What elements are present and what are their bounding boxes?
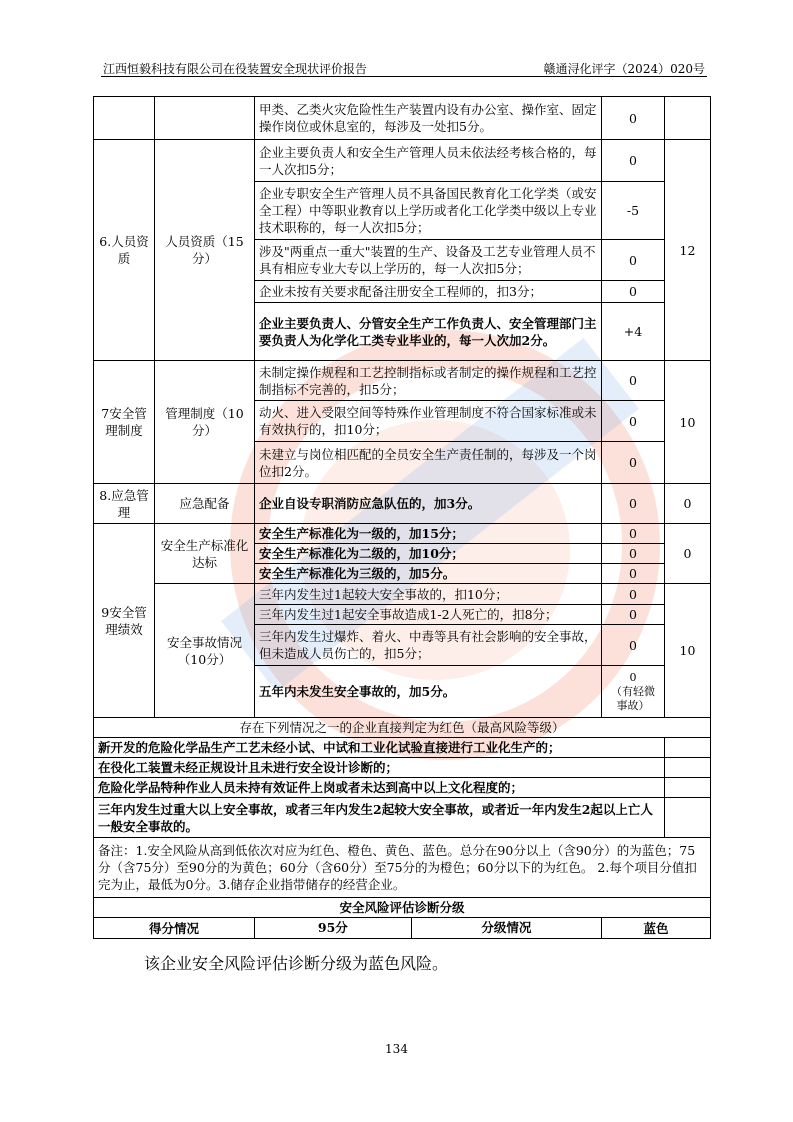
item-cell: 安全事故情况（10分） [155, 584, 255, 718]
criteria-cell: 企业未按有关要求配备注册安全工程师的，扣3分； [255, 281, 602, 303]
total-cell: 10 [665, 584, 711, 718]
score-note: （有轻微事故） [611, 684, 655, 712]
conclusion-text: 该企业安全风险评估诊断分级为蓝色风险。 [144, 954, 449, 973]
score-cell: 0 [602, 605, 665, 625]
score-cell [602, 666, 665, 718]
total-cell: 12 [665, 140, 711, 361]
total-cell: 10 [665, 361, 711, 484]
criteria-cell: 三年内发生过1起安全事故造成1-2人死亡的，扣8分； [255, 605, 602, 625]
header-title: 江西恒毅科技有限公司在役装置安全现状评价报告 [103, 62, 368, 76]
score-cell: 0 [602, 240, 665, 281]
criteria-cell: 三年内发生过爆炸、着火、中毒等具有社会影响的安全事故，但未造成人员伤亡的，扣5分； [255, 625, 602, 666]
grade-label: 分级情况 [481, 920, 532, 935]
score-cell: 0 [602, 97, 665, 140]
table-row [94, 584, 711, 605]
red-level-mark [665, 778, 711, 798]
red-level-mark [665, 758, 711, 778]
header-doc-number: 赣通浔化评字（2024）020号 [543, 62, 705, 76]
criteria-cell: 甲类、乙类火灾危险性生产装置内设有办公室、操作室、固定操作岗位或休息室的，每涉及一处扣5分。 [255, 97, 602, 140]
score-cell: 0 [602, 401, 665, 442]
criteria-cell: 安全生产标准化为一级的，加15分； [255, 524, 602, 544]
criteria-cell: 企业专职安全生产管理人员不具备国民教育化工化学类（或安全工程）中等职业教育以上学历或者化工化学类中级以上专业技术职称的，每一人次扣5分； [255, 182, 602, 240]
red-level-item: 三年内发生过重大以上安全事故，或者三年内发生2起较大安全事故，或者近一年内发生2起以上亡人一般安全事故的。 [94, 798, 665, 838]
score-cell: 0 [602, 524, 665, 544]
table-row [94, 798, 711, 838]
score-value: 0 [629, 670, 637, 684]
score-cell: 0 [602, 625, 665, 666]
item-cell: 安全生产标准化达标 [155, 524, 255, 584]
item-cell: 管理制度（10分） [155, 361, 255, 484]
table-row [94, 758, 711, 778]
table-row [94, 778, 711, 798]
score-cell: 0 [602, 484, 665, 524]
table-row [94, 361, 711, 401]
section-name-cell: 6.人员资质 [94, 140, 155, 361]
score-cell: 0 [602, 584, 665, 605]
score-cell: -5 [602, 182, 665, 240]
score-cell: 0 [602, 564, 665, 584]
summary-title: 安全风险评估诊断分级 [94, 898, 711, 918]
criteria-cell: 安全生产标准化为二级的，加10分； [255, 544, 602, 564]
red-level-mark [665, 738, 711, 758]
criteria-cell: 三年内发生过1起较大安全事故的，扣10分； [255, 584, 602, 605]
evaluation-table [93, 96, 711, 939]
score-grade-row [255, 918, 601, 938]
red-level-item: 在役化工装置未经正规设计且未进行安全设计诊断的； [94, 758, 665, 778]
table-row [94, 524, 711, 544]
criteria-cell: 动火、进入受限空间等特殊作业管理制度不符合国家标准或未有效执行的，扣10分； [255, 401, 602, 442]
score-grade-cell [255, 918, 602, 939]
section-name-cell: 8.应急管理 [94, 484, 155, 524]
score-value: 95分 [255, 918, 412, 938]
section-name-cell: 9安全管理绩效 [94, 524, 155, 718]
criteria-cell: 未建立与岗位相匹配的全员安全生产责任制的，每涉及一个岗位扣2分。 [255, 442, 602, 484]
table-row [94, 718, 711, 738]
table-row [94, 898, 711, 918]
total-cell: 0 [665, 484, 711, 524]
criteria-cell: 五年内未发生安全事故的，加5分。 [255, 666, 602, 718]
score-cell: 0 [602, 281, 665, 303]
criteria-cell: 涉及"两重点一重大"装置的生产、设备及工艺专业管理人员不具有相应专业大专以上学历的，每一人次扣5分； [255, 240, 602, 281]
table-row [94, 140, 711, 182]
grade-value: 蓝色 [602, 918, 711, 939]
section-name-cell: 7安全管理制度 [94, 361, 155, 484]
item-cell: 应急配备 [155, 484, 255, 524]
table-row [94, 738, 711, 758]
criteria-cell: 安全生产标准化为三级的，加5分。 [255, 564, 602, 584]
red-level-item: 危险化学品特种作业人员未持有效证件上岗或者未达到高中以上文化程度的； [94, 778, 665, 798]
score-label: 得分情况 [94, 918, 255, 939]
criteria-cell: 未制定操作规程和工艺控制指标或者制定的操作规程和工艺控制指标不完善的，扣5分； [255, 361, 602, 401]
total-cell [665, 97, 711, 140]
red-level-mark [665, 798, 711, 838]
score-cell: 0 [602, 544, 665, 564]
criteria-cell: 企业主要负责人、分管安全生产工作负责人、安全管理部门主要负责人为化学化工类专业毕业的，每一人次加2分。 [255, 303, 602, 361]
total-cell: 0 [665, 524, 711, 584]
score-cell: 0 [602, 442, 665, 484]
table-row [94, 838, 711, 898]
item-cell [155, 97, 255, 140]
table-row [94, 918, 711, 939]
score-cell: 0 [602, 361, 665, 401]
score-cell: 0 [602, 140, 665, 182]
page-number: 134 [385, 1042, 408, 1056]
criteria-cell: 企业主要负责人和安全生产管理人员未依法经考核合格的，每一人次扣5分； [255, 140, 602, 182]
criteria-cell: 企业自设专职消防应急队伍的，加3分。 [255, 484, 602, 524]
table-row [94, 97, 711, 140]
red-level-item: 新开发的危险化学品生产工艺未经小试、中试和工业化试验直接进行工业化生产的； [94, 738, 665, 758]
score-cell: +4 [602, 303, 665, 361]
item-cell: 人员资质（15分） [155, 140, 255, 361]
table-row [94, 484, 711, 524]
red-level-title: 存在下列情况之一的企业直接判定为红色（最高风险等级） [94, 718, 711, 738]
section-name-cell [94, 97, 155, 140]
page-header [101, 58, 707, 77]
remark-note: 备注：1.安全风险从高到低依次对应为红色、橙色、黄色、蓝色。总分在90分以上（含90分）的为蓝色；75分（含75分）至90分的为黄色；60分（含60分）至75分的为橙色；60分以下的为红色。 2.每个项目分值扣完为止，最低为0分。3.储存企业指带储存的经营企业。 [94, 838, 711, 898]
